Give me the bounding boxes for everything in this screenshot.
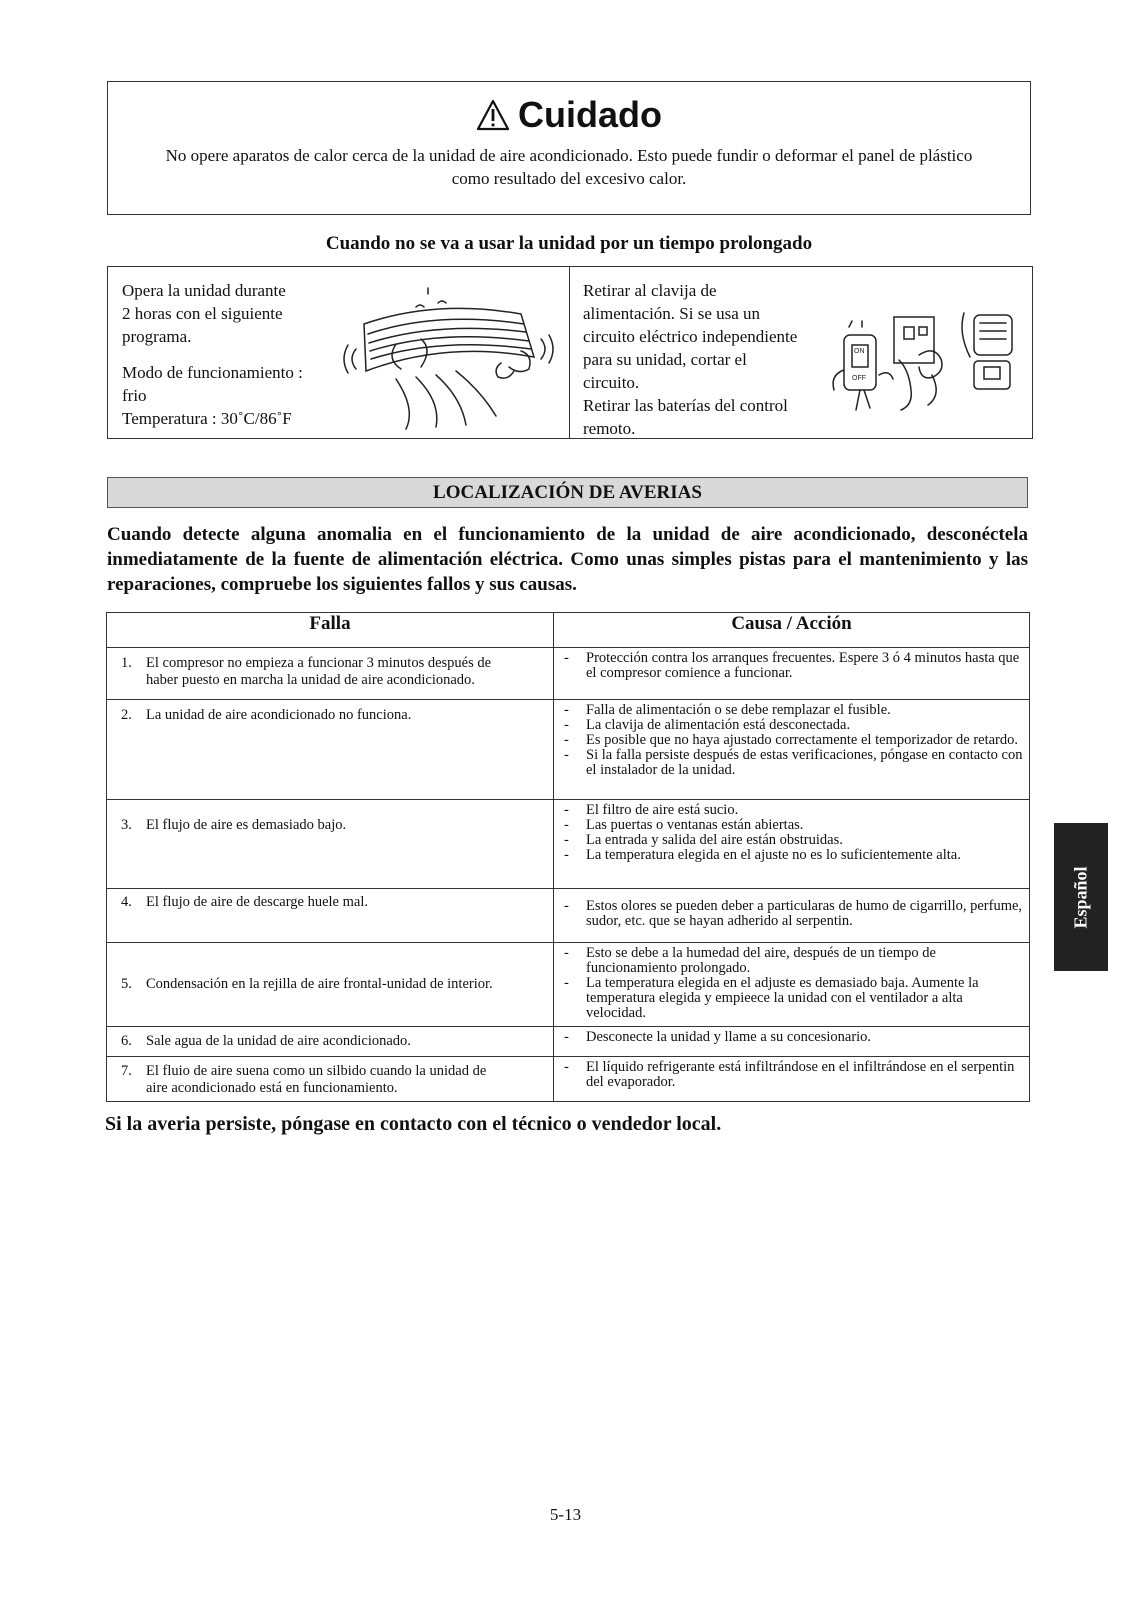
fault-number: 5. xyxy=(121,976,132,992)
table-header-row xyxy=(107,613,1030,648)
fault-text-continued: aire acondicionado está en funcionamiento. xyxy=(146,1080,398,1096)
cause-item: - La temperatura elegida en el ajuste no es lo suficientemente alta. xyxy=(564,848,1023,863)
cause-item: - Estos olores se pueden deber a particularas de humo de cigarrillo, perfume, sudor, etc. que se hayan adherido al serpentin. xyxy=(564,899,1023,929)
cause-item: - Protección contra los arranques frecuentes. Espere 3 ó 4 minutos hasta que el compresor comience a funcionar. xyxy=(564,651,1023,681)
table-row xyxy=(107,1057,1030,1102)
switch-off-label: OFF xyxy=(852,375,866,382)
fault-cell xyxy=(107,943,554,1027)
long-term-unplug-cell xyxy=(570,267,1032,438)
fault-text: Sale agua de la unidad de aire acondicionado. xyxy=(146,1033,411,1049)
fault-cell xyxy=(107,889,554,943)
troubleshooting-table xyxy=(106,612,1030,1102)
cause-cell xyxy=(554,800,1030,889)
cause-item: - Desconecte la unidad y llame a su concesionario. xyxy=(564,1030,1023,1045)
cause-cell xyxy=(554,889,1030,943)
caution-box xyxy=(107,81,1031,215)
table-row xyxy=(107,648,1030,700)
fault-cell xyxy=(107,800,554,889)
cause-item: - Falla de alimentación o se debe remplazar el fusible. xyxy=(564,703,1023,718)
cause-item: - La clavija de alimentación está desconectada. xyxy=(564,718,1023,733)
caution-title xyxy=(108,94,1030,136)
troubleshooting-intro: Cuando detecte alguna anomalia en el funcionamiento de la unidad de aire acondicionado, desconéctela inmediatamente de la fuente de alimentación eléctrica. Como unas simples pistas para el mantenimiento y las reparaciones, compruebe los siguientes fallos y sus causas. xyxy=(107,524,1028,595)
cause-cell xyxy=(554,648,1030,700)
table-row xyxy=(107,889,1030,943)
long-term-heading: Cuando no se va a usar la unidad por un tiempo prolongado xyxy=(325,233,813,254)
caution-text: No opere aparatos de calor cerca de la unidad de aire acondicionado. Esto puede fundir o deformar el panel de plástico como resultado del excesivo calor. xyxy=(165,146,973,188)
table-row xyxy=(107,1027,1030,1057)
table-row xyxy=(107,800,1030,889)
fault-number: 3. xyxy=(121,817,132,833)
fault-number: 7. xyxy=(121,1063,132,1079)
long-term-run-cell xyxy=(108,267,570,438)
fault-text: El flujo de aire es demasiado bajo. xyxy=(146,817,347,833)
fault-number: 4. xyxy=(121,894,132,910)
caution-title-text: Cuidado xyxy=(518,94,662,135)
cause-item: - Si la falla persiste después de estas verificaciones, póngase en contacto con el instalador de la unidad. xyxy=(564,748,1023,778)
fault-cell xyxy=(107,1057,554,1102)
cause-item: - El filtro de aire está sucio. xyxy=(564,803,1023,818)
troubleshooting-banner: LOCALIZACIÓN DE AVERIAS xyxy=(107,477,1028,508)
fault-cell xyxy=(107,1027,554,1057)
cause-item: - El líquido refrigerante está infiltrándose en el infiltrándose en el serpentin del evaporador. xyxy=(564,1060,1023,1090)
cause-cell xyxy=(554,943,1030,1027)
cause-item: - La temperatura elegida en el adjuste es demasiado baja. Aumente la temperatura elegida y empieece la unidad con el ventilador a alta velocidad. xyxy=(564,976,1023,1021)
fault-cell xyxy=(107,648,554,700)
fault-text: El compresor no empieza a funcionar 3 minutos después de xyxy=(146,655,492,671)
closing-note: Si la averia persiste, póngase en contacto con el técnico o vendedor local. xyxy=(105,1113,722,1135)
language-label: Español xyxy=(1070,865,1091,929)
fault-number: 6. xyxy=(121,1033,132,1049)
fault-number: 2. xyxy=(121,707,132,723)
unplug-instructions: Retirar al clavija de alimentación. Si se usa un circuito eléctrico independiente para su unidad, cortar el circuito. Retirar las baterías del control remoto. xyxy=(583,281,798,438)
cause-column-header: Causa / Acción xyxy=(554,613,1030,648)
fault-text: Condensación en la rejilla de aire frontal-unidad de interior. xyxy=(146,976,493,992)
switch-on-label: ON xyxy=(854,348,865,355)
cause-item: - Es posible que no haya ajustado correctamente el temporizador de retardo. xyxy=(564,733,1023,748)
cause-cell xyxy=(554,1057,1030,1102)
fault-text: El fluio de aire suena como un silbido cuando la unidad de xyxy=(146,1063,487,1079)
fault-number: 1. xyxy=(121,655,132,671)
fault-cell xyxy=(107,700,554,800)
cause-item: - La entrada y salida del aire están obstruidas. xyxy=(564,833,1023,848)
table-row xyxy=(107,700,1030,800)
long-term-box xyxy=(107,266,1033,439)
warning-icon xyxy=(476,99,510,131)
cause-cell xyxy=(554,700,1030,800)
page-number: 5-13 xyxy=(549,1505,582,1524)
cause-item: - Esto se debe a la humedad del aire, después de un tiempo de funcionamiento prolongado. xyxy=(564,946,1023,976)
cause-item: - Las puertas o ventanas están abiertas. xyxy=(564,818,1023,833)
fault-column-header: Falla xyxy=(107,613,554,648)
language-side-tab xyxy=(1054,823,1108,971)
run-instructions: Opera la unidad durante 2 horas con el siguiente programa. Modo de funcionamiento : frio Temperatura : 30˚C/86˚F xyxy=(122,281,303,428)
cause-cell xyxy=(554,1027,1030,1057)
table-row xyxy=(107,943,1030,1027)
fault-text: La unidad de aire acondicionado no funciona. xyxy=(146,707,412,723)
air-conditioner-illustration xyxy=(336,279,561,431)
power-switch-plug-illustration xyxy=(824,305,1029,415)
fault-text-continued: haber puesto en marcha la unidad de aire acondicionado. xyxy=(146,672,475,688)
fault-text: El flujo de aire de descarge huele mal. xyxy=(146,894,368,910)
